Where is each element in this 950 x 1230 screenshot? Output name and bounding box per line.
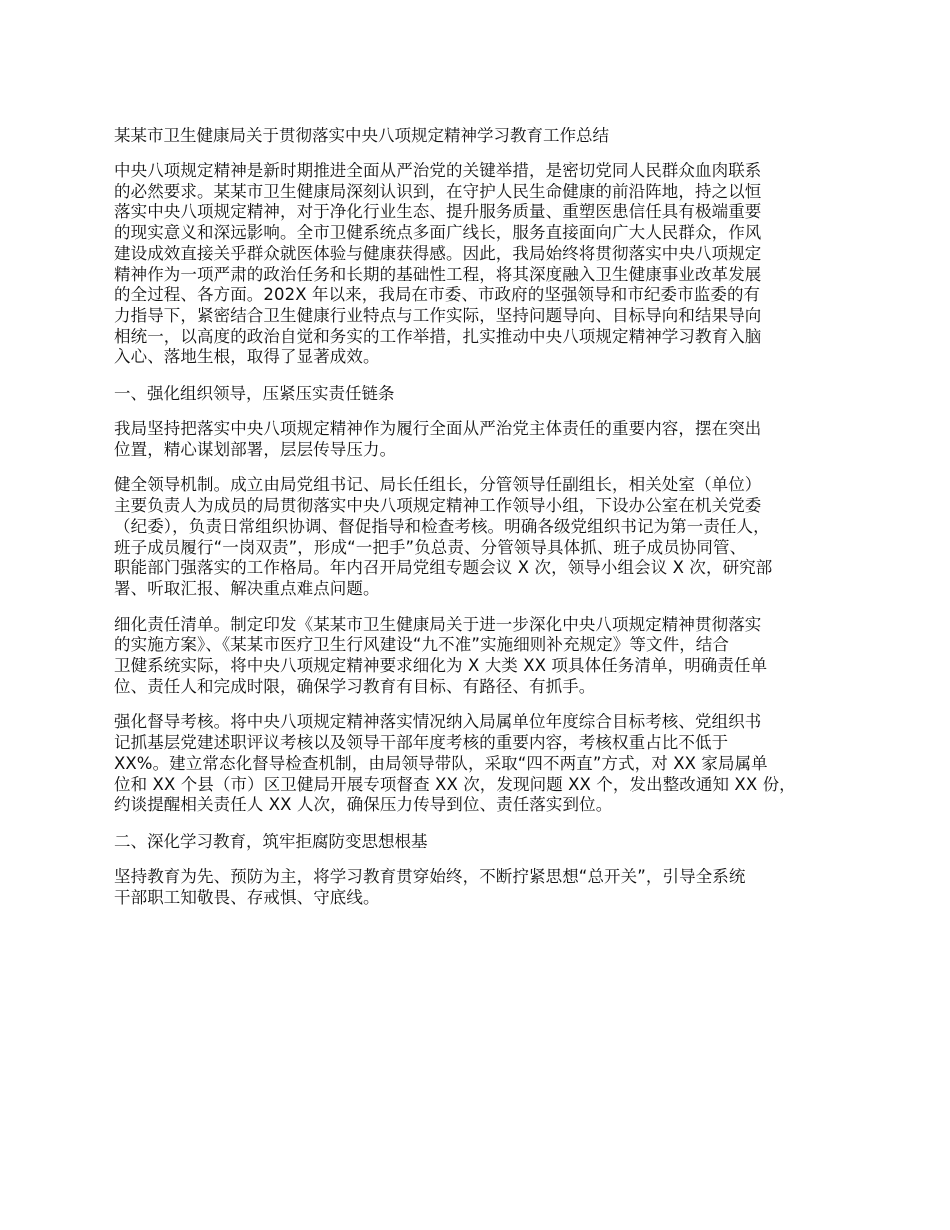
text-line: 的现实意义和深远影响。全市卫健系统点多面广线长，服务直接面向广大人民群众，作风 (114, 223, 762, 243)
text-line: （纪委），负责日常组织协调、督促指导和检查考核。明确各级党组织书记为第一责任人， (114, 516, 770, 536)
text-line: 细化责任清单。制定印发《某某市卫生健康局关于进一步深化中央八项规定精神贯彻落实 (114, 614, 762, 634)
section1-intro-paragraph (114, 419, 856, 460)
text-line: 位和 XX 个县（市）区卫健局开展专项督查 XX 次，发现问题 XX 个，发出整改通知 XX 份， (114, 774, 796, 794)
text-line: XX%。建立常态化督导检查机制，由局领导带队，采取“四不两直”方式，对 XX 家局属单 (114, 753, 768, 773)
text-line: 主要负责人为成员的局贯彻落实中央八项规定精神工作领导小组，下设办公室在机关党委 (114, 496, 762, 516)
text-line: 职能部门强落实的工作格局。年内召开局党组专题会议 X 次，领导小组会议 X 次，研究部 (114, 558, 773, 578)
text-line: 建设成效直接关乎群众就医体验与健康获得感。因此，我局始终将贯彻落实中央八项规定 (114, 243, 762, 263)
text-line: 位、责任人和完成时限，确保学习教育有目标、有路径、有抓手。 (114, 676, 596, 696)
text-line: 约谈提醒相关责任人 XX 人次，确保压力传导到位、责任落实到位。 (114, 795, 613, 815)
intro-paragraph (114, 161, 856, 368)
responsibility-list-paragraph (114, 615, 856, 698)
section-heading-1: 一、强化组织领导，压紧压实责任链条 (114, 384, 395, 404)
document-title: 某某市卫生健康局关于贯彻落实中央八项规定精神学习教育工作总结 (114, 126, 609, 145)
text-line: 位置，精心谋划部署，层层传导压力。 (114, 439, 397, 459)
leadership-mechanism-paragraph (114, 475, 856, 599)
text-line: 相统一，以高度的政治自觉和务实的工作举措，扎实推动中央八项规定精神学习教育入脑 (114, 326, 762, 346)
text-line: 落实中央八项规定精神，对于净化行业生态、提升服务质量、重塑医患信任具有极端重要 (114, 202, 762, 222)
text-line: 干部职工知敬畏、存戒惧、守底线。 (114, 887, 380, 907)
text-line: 中央八项规定精神是新时期推进全面从严治党的关键举措，是密切党同人民群众血肉联系 (114, 161, 762, 180)
text-line: 健全领导机制。成立由局党组书记、局长任组长，分管领导任副组长，相关处室（单位） (114, 475, 762, 495)
text-line: 署、听取汇报、解决重点难点问题。 (114, 578, 380, 598)
document-page (114, 124, 856, 923)
text-line: 坚持教育为先、预防为主，将学习教育贯穿始终，不断拧紧思想“总开关”，引导全系统 (114, 866, 746, 886)
text-line: 力指导下，紧密结合卫生健康行业特点与工作实际，坚持问题导向、目标导向和结果导向 (114, 305, 762, 325)
text-line: 我局坚持把落实中央八项规定精神作为履行全面从严治党主体责任的重要内容，摆在突出 (114, 419, 762, 439)
text-line: 的实施方案》、《某某市医疗卫生行风建设“九不准”实施细则补充规定》等文件，结合 (114, 635, 729, 655)
text-line: 的必然要求。某某市卫生健康局深刻认识到，在守护人民生命健康的前沿阵地，持之以恒 (114, 181, 762, 201)
text-line: 入心、落地生根，取得了显著成效。 (114, 347, 380, 367)
text-line: 精神作为一项严肃的政治任务和长期的基础性工程，将其深度融入卫生健康事业改革发展 (114, 264, 762, 284)
text-line: 记抓基层党建述职评议考核以及领导干部年度考核的重要内容，考核权重占比不低于 (114, 733, 729, 753)
supervision-paragraph (114, 712, 856, 816)
section-heading-2: 二、深化学习教育，筑牢拒腐防变思想根基 (114, 831, 428, 851)
text-line: 卫健系统实际，将中央八项规定精神要求细化为 X 大类 XX 项具体任务清单，明确责任单 (114, 656, 768, 676)
text-line: 班子成员履行“一岗双责”，形成“一把手”负总责、分管领导具体抓、班子成员协同管、 (114, 537, 747, 557)
text-line: 强化督导考核。将中央八项规定精神落实情况纳入局属单位年度综合目标考核、党组织书 (114, 712, 762, 732)
section2-intro-paragraph (114, 867, 856, 908)
text-line: 的全过程、各方面。202X 年以来，我局在市委、市政府的坚强领导和市纪委市监委的有 (114, 285, 761, 305)
